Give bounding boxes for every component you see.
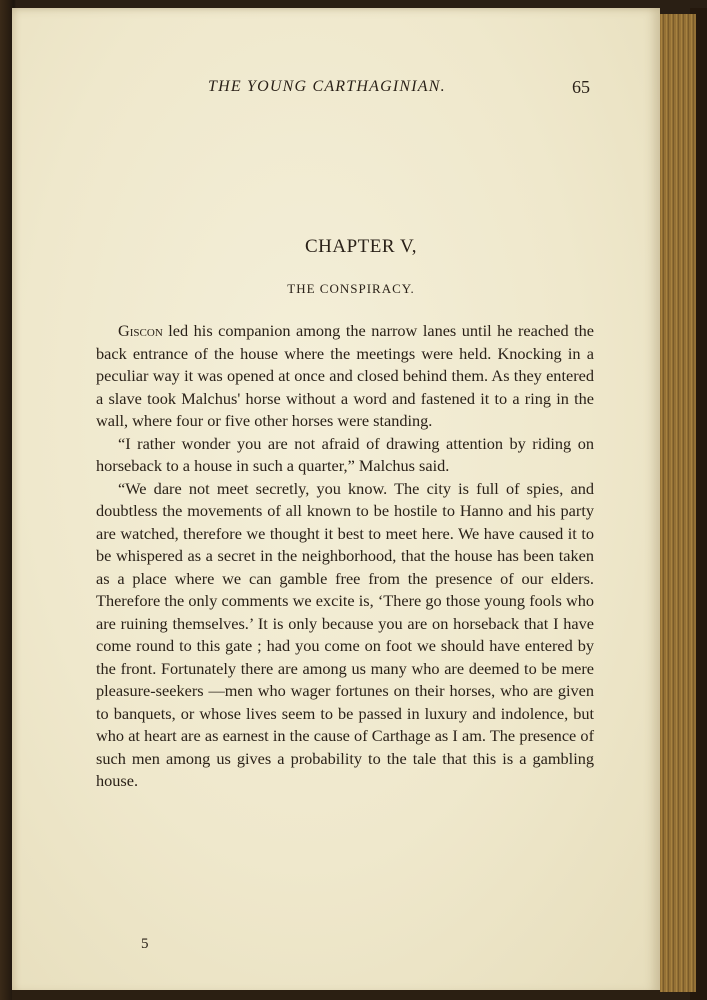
chapter-title: CHAPTER V, [305, 236, 417, 257]
bottom-edge-shadow [12, 990, 660, 1000]
paragraph-lead-word: Giscon [118, 321, 163, 340]
signature-mark: 5 [141, 936, 149, 952]
running-head [12, 78, 660, 104]
paragraph [96, 320, 594, 433]
paragraph [96, 478, 594, 793]
paragraph-text: “We dare not meet secretly, you know. The city is full of spies, and doubtless the movements of all known to be hostile to Hanno and his party are watched, therefore we thought it best to meet here. We have caused it to be whispered as a secret in the neighborhood, that the house has been taken as a place where we can gamble free from the presence of our elders. Therefore the only comments we excite is, ‘There go those young fools who are ruining themselves.’ It is only because you are on horseback that I have come round to this gate ; had you come on foot we should have entered by the front. Fortunately there are among us many who are deemed to be mere pleasure-seekers —men who wager fortunes on their horses, who are given to banquets, or whose lives seem to be passed in luxury and indolence, but who at heart are as earnest in the cause of Carthage as I am. The presence of such men among us gives a probability to the tale that this is a gambling house. [96, 478, 594, 790]
paragraph-text: led his companion among the narrow lanes until he reached the back entrance of the house where the meetings were held. Knocking in a peculiar way it was opened at once and closed behind them. As they entered a slave took Malchus' horse without a word and fastened it to a ring in the wall, where four or five other horses were standing. [96, 321, 594, 430]
chapter-subtitle: THE CONSPIRACY. [287, 281, 415, 296]
book-page [12, 8, 660, 994]
paragraph-text: “I rather wonder you are not afraid of drawing attention by riding on horseback to a house in such a quarter,” Malchus said. [96, 433, 594, 475]
body-text [96, 320, 594, 793]
page-edges [658, 14, 696, 992]
page-number: 65 [572, 77, 590, 97]
running-title: THE YOUNG CARTHAGINIAN. [208, 78, 446, 95]
paragraph [96, 433, 594, 478]
